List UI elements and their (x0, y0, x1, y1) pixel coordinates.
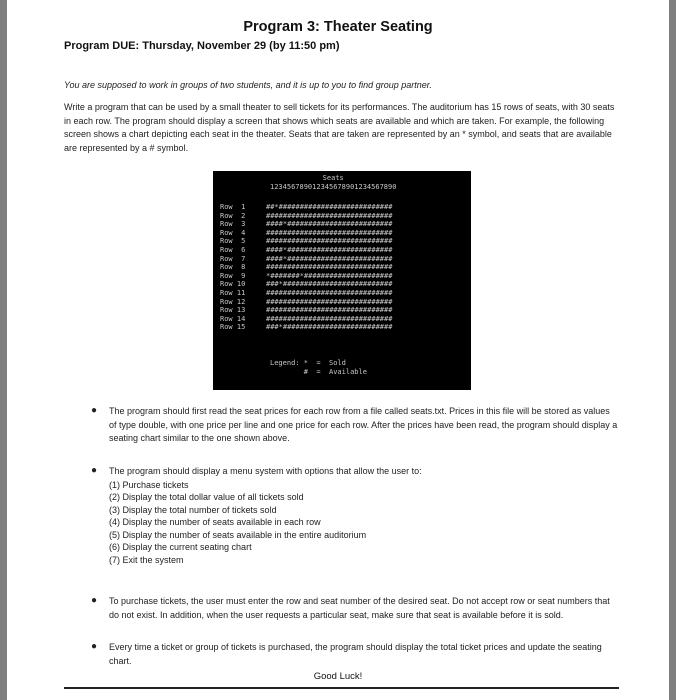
seat-row (220, 263, 392, 272)
row-seats: ############################## (266, 297, 393, 306)
row-seats: ##*########################### (266, 203, 393, 211)
seat-row (220, 212, 392, 221)
row-label: Row 3 (220, 220, 246, 229)
legend (270, 359, 367, 376)
bottom-rule (64, 687, 619, 689)
row-seats: *#######*##################### (266, 271, 393, 280)
menu-option: (4) Display the number of seats available in each row (109, 517, 321, 527)
seat-row (220, 298, 392, 307)
row-seats: ###*########################## (266, 280, 393, 289)
menu-option: (1) Purchase tickets (109, 479, 189, 490)
row-label: Row 10 (220, 280, 246, 289)
menu-intro: The program should display a menu system with options that allow the user to: (109, 466, 422, 476)
row-seats: ############################## (266, 306, 393, 315)
closing-text: Good Luck! (313, 671, 363, 682)
document-page (7, 0, 669, 700)
row-seats: ###*########################## (266, 323, 393, 332)
row-label: Row 13 (220, 306, 246, 315)
bullet-icon: ● (91, 595, 98, 606)
seat-row (220, 272, 392, 281)
seat-row (220, 220, 392, 229)
legend-sold: Legend: * = Sold (270, 359, 346, 367)
bullet-text: Every time a ticket or group of tickets is purchased, the program should display the total ticket prices and update the seating chart. (109, 642, 602, 666)
row-label: Row 2 (220, 211, 246, 220)
seats-header: Seats (322, 174, 344, 182)
bullet-text: The program should first read the seat prices for each row from a file called seats.txt. Prices in this file will be stored as values of type double, with one price per line and one price for each row. After the prices have been read, the program should display a seating chart similar to the one shown above. (109, 406, 618, 443)
row-seats: ############################## (266, 314, 393, 323)
row-label: Row 6 (220, 245, 246, 254)
row-seats: ############################## (266, 237, 393, 246)
bullet-text (109, 465, 619, 566)
seat-numbers: 123456789012345678901234567890 (270, 182, 397, 191)
intro-text: You are supposed to work in groups of two students, and it is up to you to find group partner. (64, 80, 432, 90)
row-seats: ####*######################### (266, 220, 393, 229)
legend-available: # = Available (270, 367, 367, 376)
seat-row (220, 289, 392, 298)
row-label: Row 9 (220, 271, 246, 280)
menu-option: (6) Display the current seating chart (109, 542, 252, 552)
page-title: Program 3: Theater Seating (243, 19, 433, 35)
seat-row (220, 229, 392, 238)
row-seats: ############################## (266, 211, 393, 220)
row-label: Row 12 (220, 297, 246, 306)
menu-option: (5) Display the number of seats available in the entire auditorium (109, 529, 367, 540)
row-label: Row 11 (220, 288, 246, 297)
seat-row (220, 237, 392, 246)
seat-row (220, 280, 392, 289)
menu-option: (3) Display the total number of tickets sold (109, 504, 277, 515)
due-date: Program DUE: Thursday, November 29 (by 11:50 pm) (64, 40, 340, 52)
row-label: Row 14 (220, 314, 246, 323)
row-seats: ############################## (266, 263, 393, 272)
description-paragraph: Write a program that can be used by a small theater to sell tickets for its performances. The auditorium has 15 rows of seats, with 30 seats in each row. The program should display a screen that shows which seats are available and which are taken. For example, the following screen shows a chart depicting each seat in the theater. Seats that are taken are represented by an * symbol, and seats that are available are represented by a # symbol. (64, 102, 615, 153)
row-label: Row 4 (220, 228, 246, 237)
menu-option: (7) Exit the system (109, 554, 184, 565)
seat-row (220, 246, 392, 255)
seat-rows (220, 203, 392, 332)
bullet-text: To purchase tickets, the user must enter the row and seat number of the desired seat. Do not accept row or seat numbers that do not exist. In addition, when the user requests a particular seat, make sure that seat is available before it is sold. (109, 596, 610, 620)
console-header (270, 174, 396, 191)
row-label: Row 7 (220, 254, 246, 263)
seat-row (220, 306, 392, 315)
row-seats: ############################## (266, 288, 393, 297)
seat-row (220, 255, 392, 264)
row-seats: ####*######################### (266, 245, 393, 254)
row-seats: ############################## (266, 228, 393, 237)
seating-chart-screenshot (213, 171, 471, 390)
row-label: Row 8 (220, 263, 246, 272)
row-label: Row 5 (220, 237, 246, 246)
seat-row (220, 203, 392, 212)
row-seats: ####*######################### (266, 254, 393, 263)
seat-row (220, 323, 392, 332)
row-label: Row 15 (220, 323, 246, 332)
bullet-icon: ● (91, 405, 98, 416)
bullet-icon: ● (91, 641, 98, 652)
seat-row (220, 315, 392, 324)
bullet-icon: ● (91, 465, 98, 476)
menu-options (109, 479, 619, 567)
menu-option: (2) Display the total dollar value of all tickets sold (109, 492, 304, 502)
row-label: Row 1 (220, 203, 246, 211)
